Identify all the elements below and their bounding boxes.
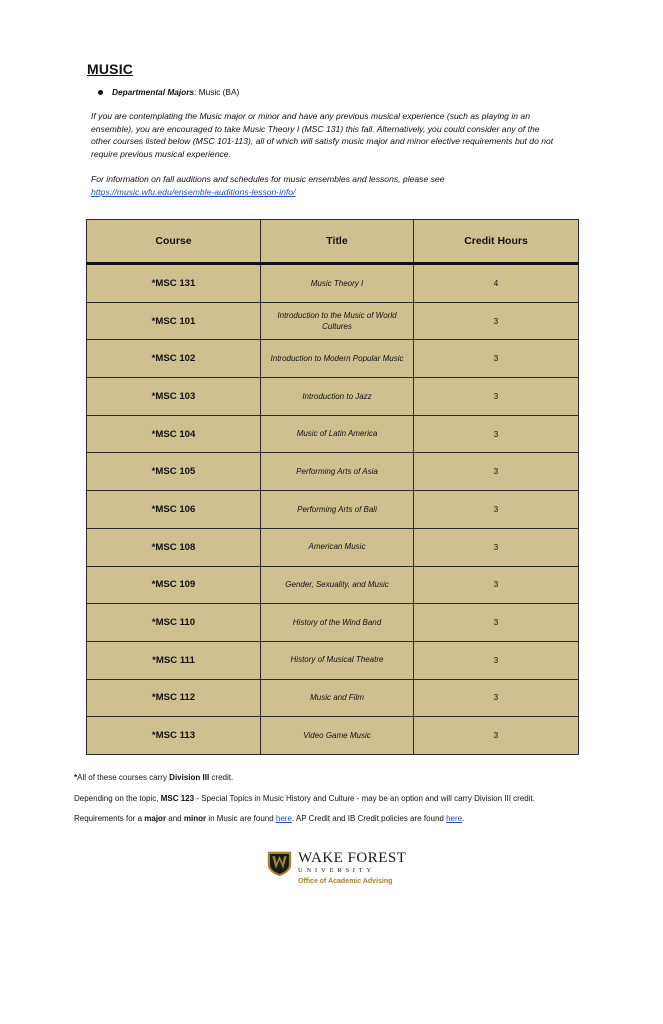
credit-hours-cell: 3 — [414, 604, 579, 642]
course-code-cell: *MSC 106 — [87, 491, 261, 529]
requirements-footnote — [74, 814, 464, 823]
table-row — [87, 566, 579, 604]
departmental-majors-bullet — [98, 87, 239, 97]
footnote-star: * — [74, 773, 78, 782]
table-row — [87, 340, 579, 378]
credit-hours-cell: 4 — [414, 264, 579, 303]
footnote-division-bold: Division III — [169, 773, 210, 782]
course-code-cell: *MSC 108 — [87, 528, 261, 566]
logo-wordmark: WAKE FOREST — [298, 850, 407, 866]
course-title-cell — [261, 340, 414, 378]
course-table — [86, 219, 579, 755]
course-title-cell — [261, 604, 414, 642]
footnote-topics-course: MSC 123 — [160, 794, 195, 803]
course-title-cell — [261, 453, 414, 491]
table-row — [87, 641, 579, 679]
course-code-cell: *MSC 112 — [87, 679, 261, 717]
credit-hours-cell: 3 — [414, 717, 579, 755]
ap-ib-here-link[interactable]: here — [446, 814, 463, 823]
course-title-text: History of Musical Theatre — [290, 655, 384, 665]
course-title-text: Introduction to the Music of World Cultures — [277, 310, 397, 332]
course-title-text: Gender, Sexuality, and Music — [285, 580, 389, 590]
course-table-body — [87, 264, 579, 755]
header-credit-hours: Credit Hours — [414, 220, 579, 264]
credit-hours-cell: 3 — [414, 378, 579, 416]
course-title-text: Introduction to Jazz — [302, 391, 372, 401]
credit-hours-cell: 3 — [414, 453, 579, 491]
credit-hours-cell: 3 — [414, 340, 579, 378]
bullet-icon — [98, 90, 103, 95]
footnote-topics-end: - Special Topics in Music History and Culture - may be an option and will carry Division III credit. — [194, 794, 535, 803]
requirements-here-link[interactable]: here — [275, 814, 292, 823]
course-title-text: Music of Latin America — [296, 429, 378, 439]
course-title-cell — [261, 566, 414, 604]
table-row — [87, 264, 579, 303]
credit-hours-cell: 3 — [414, 528, 579, 566]
course-title-cell — [261, 302, 414, 340]
table-row — [87, 453, 579, 491]
credit-hours-cell: 3 — [414, 491, 579, 529]
table-row — [87, 604, 579, 642]
page-title: MUSIC — [87, 61, 134, 77]
course-title-text: Music Theory I — [310, 278, 364, 288]
req-text-2: and — [166, 814, 184, 823]
footnote-division-text: All of these courses carry — [77, 773, 170, 782]
course-title-cell — [261, 641, 414, 679]
course-title-cell — [261, 679, 414, 717]
topics-footnote — [74, 794, 535, 803]
footnote-division-end: credit. — [209, 773, 234, 782]
req-text-1: Requirements for a — [74, 814, 145, 823]
intro-paragraph: If you are contemplating the Music major or minor and have any previous musical experience (such as playing in an ensemble), you are encouraged to take Music Theory I (MSC 131) this fall. Alternatively, you could consider any of the other courses listed below (MSC 101-113), all of which will satisfy music major and minor elective requirements but do not require previous musical experience. — [91, 111, 554, 160]
credit-hours-cell: 3 — [414, 566, 579, 604]
course-title-text: Performing Arts of Asia — [296, 467, 378, 477]
course-title-cell — [261, 528, 414, 566]
course-title-text: Introduction to Modern Popular Music — [270, 353, 404, 363]
credit-hours-cell: 3 — [414, 641, 579, 679]
course-code-cell: *MSC 101 — [87, 302, 261, 340]
course-code-cell: *MSC 109 — [87, 566, 261, 604]
header-title: Title — [261, 220, 414, 264]
logo-office: Office of Academic Advising — [298, 878, 393, 885]
credit-hours-cell: 3 — [414, 415, 579, 453]
course-code-cell: *MSC 131 — [87, 264, 261, 303]
wf-shield-icon — [266, 850, 293, 877]
course-code-cell: *MSC 104 — [87, 415, 261, 453]
wake-forest-logo — [266, 850, 406, 885]
course-code-cell: *MSC 103 — [87, 378, 261, 416]
req-text-4: . AP Credit and IB Credit policies are found — [291, 814, 447, 823]
course-title-text: Performing Arts of Bali — [297, 504, 377, 514]
division-footnote — [74, 773, 233, 782]
info-paragraph — [91, 173, 561, 198]
course-title-cell — [261, 717, 414, 755]
course-code-cell: *MSC 105 — [87, 453, 261, 491]
majors-value: : Music (BA) — [194, 87, 240, 97]
majors-label: Departmental Majors — [112, 87, 195, 97]
header-course: Course — [87, 220, 261, 264]
auditions-link[interactable]: https://music.wfu.edu/ensemble-auditions-lesson-info/ — [91, 186, 296, 197]
credit-hours-cell: 3 — [414, 302, 579, 340]
req-major: major — [144, 814, 167, 823]
course-title-text: History of the Wind Band — [292, 617, 382, 627]
course-code-cell: *MSC 111 — [87, 641, 261, 679]
table-row — [87, 717, 579, 755]
info-text: For information on fall auditions and schedules for music ensembles and lessons, please see — [91, 174, 445, 184]
table-row — [87, 415, 579, 453]
course-title-text: Music and Film — [310, 693, 364, 703]
course-title-text: American Music — [308, 542, 366, 552]
table-row — [87, 679, 579, 717]
course-code-cell: *MSC 102 — [87, 340, 261, 378]
course-code-cell: *MSC 113 — [87, 717, 261, 755]
table-row — [87, 491, 579, 529]
table-row — [87, 378, 579, 416]
req-text-3: in Music are found — [206, 814, 276, 823]
footnote-topics-text: Depending on the topic, — [74, 794, 161, 803]
course-title-cell — [261, 415, 414, 453]
course-title-cell — [261, 491, 414, 529]
logo-university: UNIVERSITY — [298, 867, 375, 874]
table-row — [87, 302, 579, 340]
req-minor: minor — [183, 814, 207, 823]
req-text-5: . — [462, 814, 465, 823]
course-title-cell — [261, 378, 414, 416]
course-code-cell: *MSC 110 — [87, 604, 261, 642]
credit-hours-cell: 3 — [414, 679, 579, 717]
table-row — [87, 528, 579, 566]
table-header-row — [87, 220, 579, 264]
course-title-cell — [261, 264, 414, 303]
course-title-text: Video Game Music — [303, 730, 371, 740]
